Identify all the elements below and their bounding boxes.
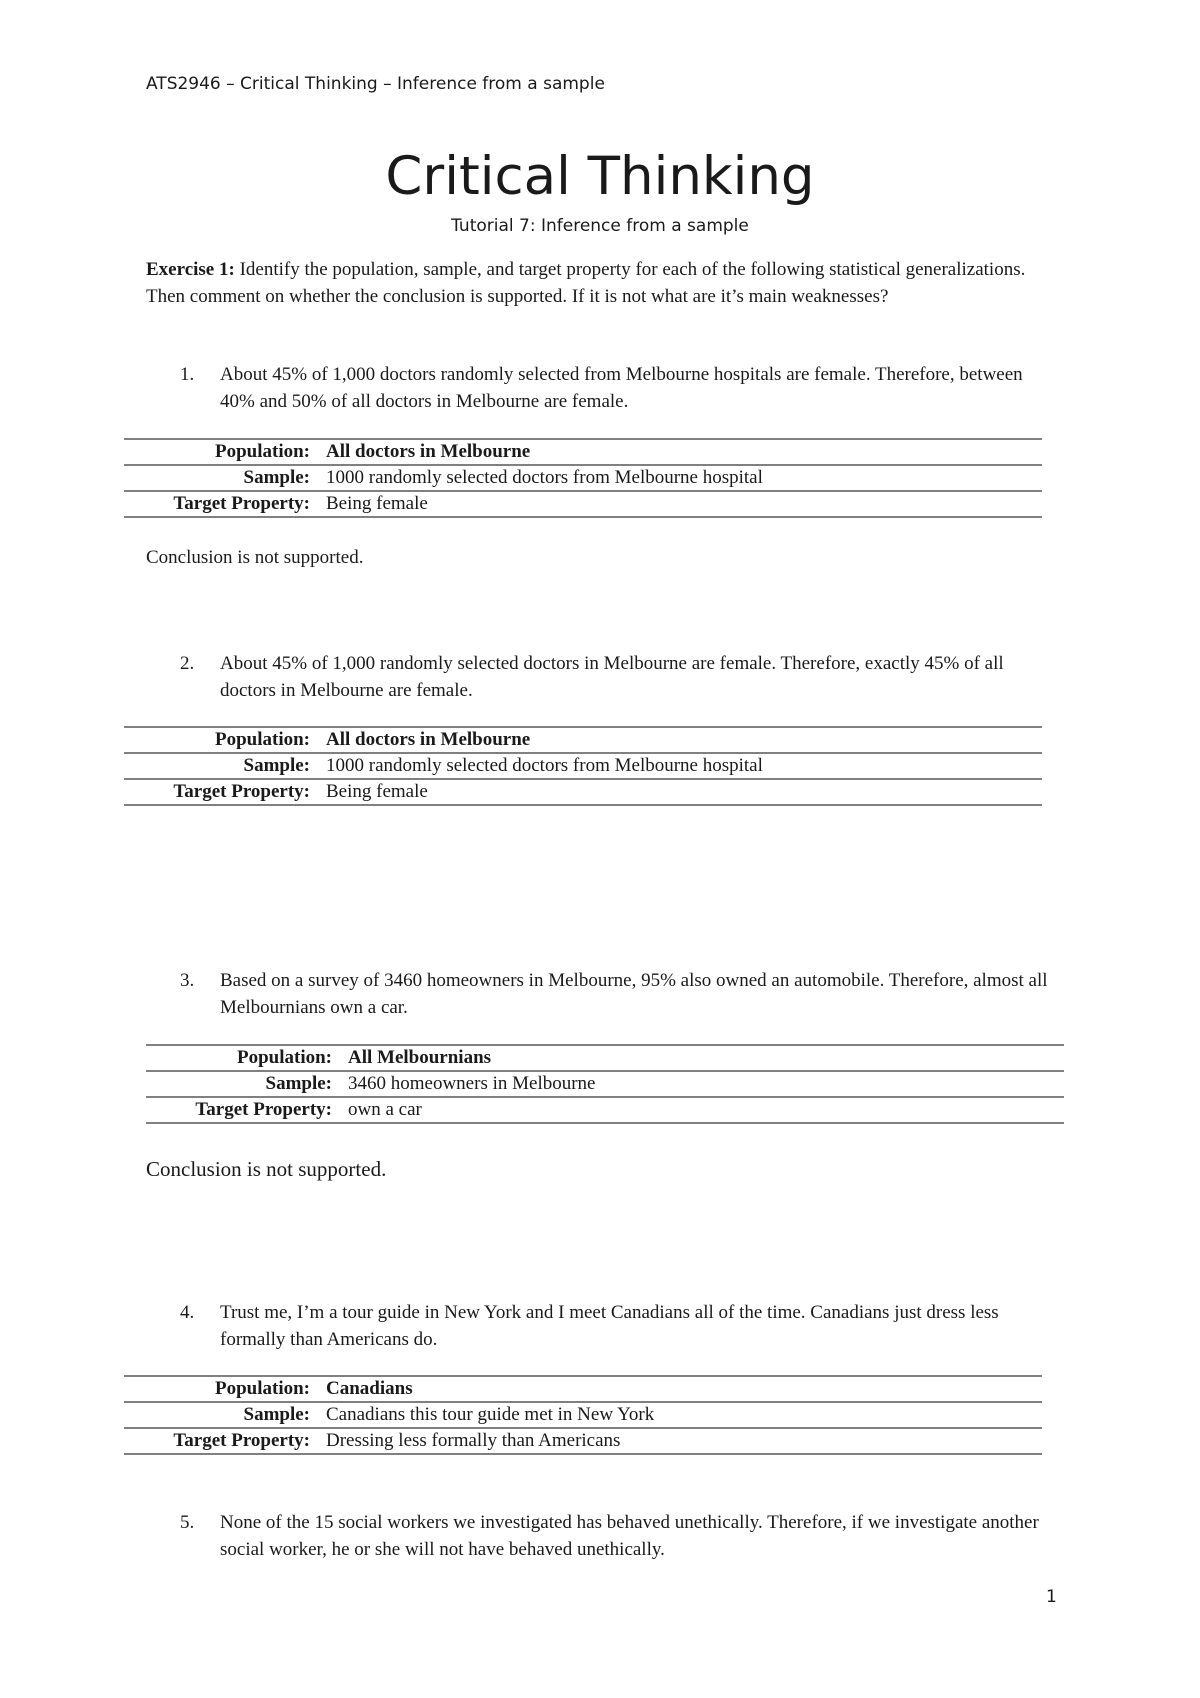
population-value: All doctors in Melbourne [320, 727, 1042, 753]
population-label: Population: [146, 1045, 342, 1071]
item-number: 2. [180, 653, 195, 674]
target-property-value: own a car [342, 1097, 1064, 1123]
document-subtitle: Tutorial 7: Inference from a sample [451, 216, 749, 236]
target-property-label: Target Property: [124, 491, 320, 517]
item-text: About 45% of 1,000 doctors randomly selected from Melbourne hospitals are female. Therefore, between 40% and 50% of all doctors in Melbourne are female. [220, 364, 1023, 412]
target-property-value: Being female [320, 491, 1042, 517]
item-number: 3. [180, 970, 195, 991]
conclusion-note: Conclusion is not supported. [146, 1157, 387, 1181]
item-number: 1. [180, 364, 195, 385]
target-property-label: Target Property: [124, 1428, 320, 1454]
population-value: All Melbournians [342, 1045, 1064, 1071]
list-item [180, 968, 1060, 1021]
sample-label: Sample: [146, 1071, 342, 1097]
population-value: Canadians [320, 1376, 1042, 1402]
item-text: Trust me, I’m a tour guide in New York and I meet Canadians all of the time. Canadians just dress less formally than Americans do. [220, 1302, 999, 1350]
sample-value: 3460 homeowners in Melbourne [342, 1071, 1064, 1097]
generalization-table [124, 726, 1042, 806]
population-label: Population: [124, 1376, 320, 1402]
population-label: Population: [124, 727, 320, 753]
sample-value: 1000 randomly selected doctors from Melbourne hospital [320, 465, 1042, 491]
target-property-label: Target Property: [124, 779, 320, 805]
conclusion-note: Conclusion is not supported. [146, 547, 364, 568]
list-item [180, 651, 1060, 704]
sample-label: Sample: [124, 753, 320, 779]
item-text: About 45% of 1,000 randomly selected doctors in Melbourne are female. Therefore, exactly 45% of all doctors in Melbourne are female. [220, 653, 1004, 701]
population-value: All doctors in Melbourne [320, 439, 1042, 465]
exercise-instructions [146, 257, 1046, 310]
list-item [180, 1300, 1060, 1353]
running-header: ATS2946 – Critical Thinking – Inference from a sample [146, 74, 605, 94]
population-label: Population: [124, 439, 320, 465]
exercise-label: Exercise 1: [146, 259, 235, 280]
list-item [180, 1510, 1060, 1563]
target-property-label: Target Property: [146, 1097, 342, 1123]
sample-value: 1000 randomly selected doctors from Melbourne hospital [320, 753, 1042, 779]
sample-label: Sample: [124, 1402, 320, 1428]
target-property-value: Being female [320, 779, 1042, 805]
document-title: Critical Thinking [385, 146, 815, 207]
generalization-table [124, 438, 1042, 518]
exercise-text: Identify the population, sample, and target property for each of the following statistical generalizations. Then comment on whether the conclusion is supported. If it is not what are it’s main weaknesses? [146, 259, 1026, 307]
item-number: 4. [180, 1302, 195, 1323]
sample-label: Sample: [124, 465, 320, 491]
generalization-table [124, 1375, 1042, 1455]
item-text: None of the 15 social workers we investigated has behaved unethically. Therefore, if we investigate another social worker, he or she will not have behaved unethically. [220, 1512, 1039, 1560]
page-number: 1 [1046, 1587, 1057, 1607]
item-number: 5. [180, 1512, 195, 1533]
target-property-value: Dressing less formally than Americans [320, 1428, 1042, 1454]
generalization-table [146, 1044, 1064, 1124]
sample-value: Canadians this tour guide met in New York [320, 1402, 1042, 1428]
list-item [180, 362, 1060, 415]
item-text: Based on a survey of 3460 homeowners in Melbourne, 95% also owned an automobile. Therefore, almost all Melbournians own a car. [220, 970, 1048, 1018]
